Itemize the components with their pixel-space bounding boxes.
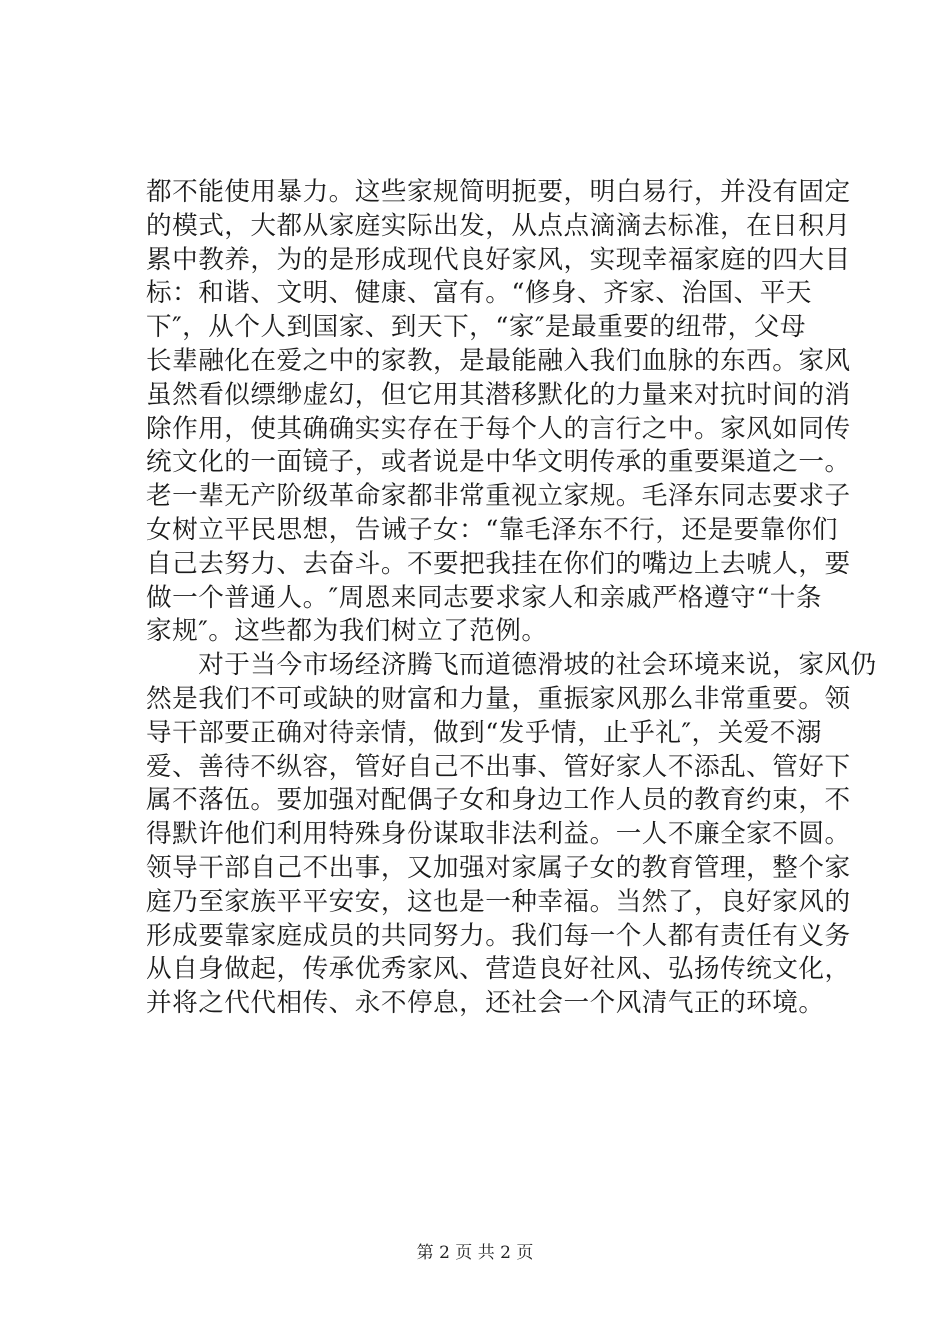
text-line: 女树立平民思想，告诫子女：“靠毛泽东不行，还是要靠你们 [146,514,839,545]
text-line: 标：和谐、文明、健康、富有。“修身、齐家、治国、平天 [146,278,812,309]
text-line: 然是我们不可或缺的财富和力量，重振家风那么非常重要。领 [146,683,851,714]
text-line: 属不落伍。要加强对配偶子女和身边工作人员的教育约束，不 [146,785,851,816]
body-text [146,176,877,1021]
text-line: 对于当今市场经济腾飞而道德滑坡的社会环境来说，家风仍 [146,650,877,681]
text-line: 做一个普通人。″周恩来同志要求家人和亲戚严格遵守“十条 [146,582,822,613]
text-line: 老一辈无产阶级革命家都非常重视立家规。毛泽东同志要求子 [146,481,851,512]
text-line: 并将之代代相传、永不停息，还社会一个风清气正的环境。 [146,988,825,1019]
text-line: 除作用，使其确确实实存在于每个人的言行之中。家风如同传 [146,413,851,444]
text-line: 自己去努力、去奋斗。不要把我挂在你们的嘴边上去唬人，要 [146,548,851,579]
text-line: 统文化的一面镜子，或者说是中华文明传承的重要渠道之一。 [146,447,851,478]
text-line: 家规″。这些都为我们树立了范例。 [146,616,548,647]
text-line: 庭乃至家族平平安安，这也是一种幸福。当然了，良好家风的 [146,886,851,917]
text-line: 下″，从个人到国家、到天下，“家″是最重要的纽带，父母 [146,312,806,343]
text-line: 长辈融化在爱之中的家教，是最能融入我们血脉的东西。家风 [146,345,851,376]
text-line: 形成要靠家庭成员的共同努力。我们每一个人都有责任有义务 [146,920,851,951]
text-line: 的模式，大都从家庭实际出发，从点点滴滴去标准，在日积月 [146,210,851,241]
page-footer: 第 2 页 共 2 页 [416,1243,534,1263]
text-line: 导干部要正确对待亲情，做到“发乎情，止乎礼″，关爱不溺 [146,717,822,748]
text-line: 得默许他们利用特殊身份谋取非法利益。一人不廉全家不圆。 [146,819,851,850]
text-line: 虽然看似缥缈虚幻，但它用其潜移默化的力量来对抗时间的消 [146,379,851,410]
text-line: 从自身做起，传承优秀家风、营造良好社风、弘扬传统文化， [146,954,851,985]
text-line: 领导干部自己不出事，又加强对家属子女的教育管理，整个家 [146,852,851,883]
text-line: 累中教养，为的是形成现代良好家风，实现幸福家庭的四大目 [146,244,851,275]
text-line: 都不能使用暴力。这些家规简明扼要，明白易行，并没有固定 [146,177,851,207]
text-line: 爱、善待不纵容，管好自己不出事、管好家人不添乱、管好下 [146,751,851,782]
